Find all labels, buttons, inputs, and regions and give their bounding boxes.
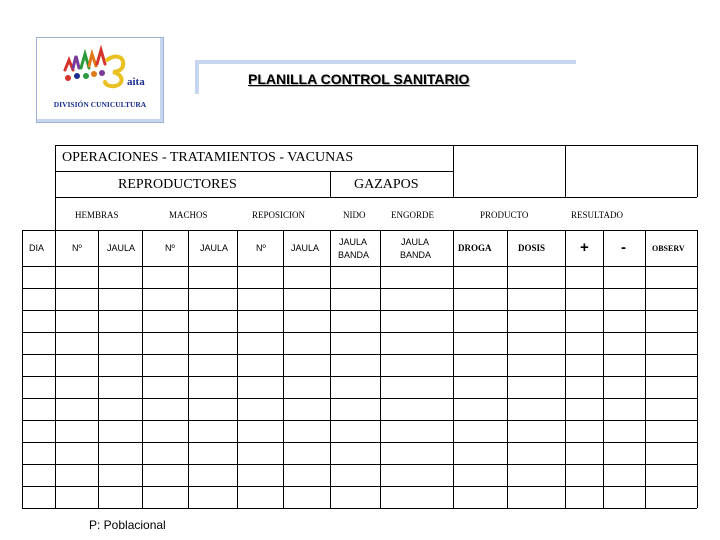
header-reposicion: REPOSICION <box>252 210 306 220</box>
column-jaula-hembras: JAULA <box>107 243 136 253</box>
group-reproductores: REPRODUCTORES <box>118 177 237 192</box>
header-hembras: HEMBRAS <box>75 210 119 220</box>
column-header-line <box>22 230 697 231</box>
table-row-line <box>22 288 697 289</box>
column-negative: - <box>621 239 626 256</box>
grid-line <box>55 171 453 172</box>
table-column-line <box>142 230 143 508</box>
grid-line <box>55 197 697 198</box>
group-gazapos: GAZAPOS <box>354 177 419 192</box>
table-column-line <box>55 230 56 508</box>
table-row-line <box>22 310 697 311</box>
grid-line <box>565 145 566 197</box>
table-row-line <box>22 266 697 267</box>
table-row-line <box>22 508 697 509</box>
grid-line <box>697 145 698 197</box>
column-no-machos: Nº <box>165 243 175 253</box>
table-row-line <box>22 486 697 487</box>
column-no-reposicion: Nº <box>256 243 266 253</box>
column-nido-jaula: JAULA <box>339 237 368 247</box>
page-title: PLANILLA CONTROL SANITARIO <box>248 71 470 87</box>
column-jaula-reposicion: JAULA <box>291 243 320 253</box>
column-engorde-banda: BANDA <box>400 250 432 260</box>
table-column-line <box>603 230 604 508</box>
column-dia: DIA <box>29 243 45 253</box>
column-engorde-jaula: JAULA <box>401 237 430 247</box>
company-logo <box>36 37 164 123</box>
column-dosis: DOSIS <box>518 243 546 253</box>
table-row-line <box>22 464 697 465</box>
column-no-hembras: Nº <box>72 243 82 253</box>
header-machos: MACHOS <box>169 210 208 220</box>
table-column-line <box>380 230 381 508</box>
column-droga: DROGA <box>458 243 492 253</box>
grid-line <box>55 145 56 230</box>
table-column-line <box>98 230 99 508</box>
table-column-line <box>188 230 189 508</box>
table-row-line <box>22 332 697 333</box>
table-column-line <box>507 230 508 508</box>
table-row-line <box>22 354 697 355</box>
grid-line <box>453 145 454 197</box>
table-column-line <box>697 230 698 508</box>
table-column-line <box>237 230 238 508</box>
table-row-line <box>22 420 697 421</box>
table-column-line <box>565 230 566 508</box>
table-top-border <box>55 145 697 146</box>
header-producto: PRODUCTO <box>480 210 529 220</box>
table-column-line <box>645 230 646 508</box>
table-row-line <box>22 398 697 399</box>
grid-line <box>330 171 331 197</box>
table-column-line <box>453 230 454 508</box>
logo-division-text: DIVISIÓN CUNICULTURA <box>53 100 147 109</box>
header-nido: NIDO <box>343 210 366 220</box>
section-title: OPERACIONES - TRATAMIENTOS - VACUNAS <box>62 150 354 165</box>
header-resultado: RESULTADO <box>571 210 623 220</box>
header-engorde: ENGORDE <box>391 210 434 220</box>
column-observ: OBSERV <box>652 244 685 253</box>
table-column-line <box>283 230 284 508</box>
table-column-line <box>22 230 23 508</box>
table-column-line <box>330 230 331 508</box>
table-row-line <box>22 442 697 443</box>
column-jaula-machos: JAULA <box>200 243 229 253</box>
table-row-line <box>22 376 697 377</box>
column-positive: + <box>580 239 589 256</box>
footer-note: P: Poblacional <box>89 518 166 532</box>
logo-brand-text: aita <box>127 76 145 88</box>
column-nido-banda: BANDA <box>338 250 370 260</box>
